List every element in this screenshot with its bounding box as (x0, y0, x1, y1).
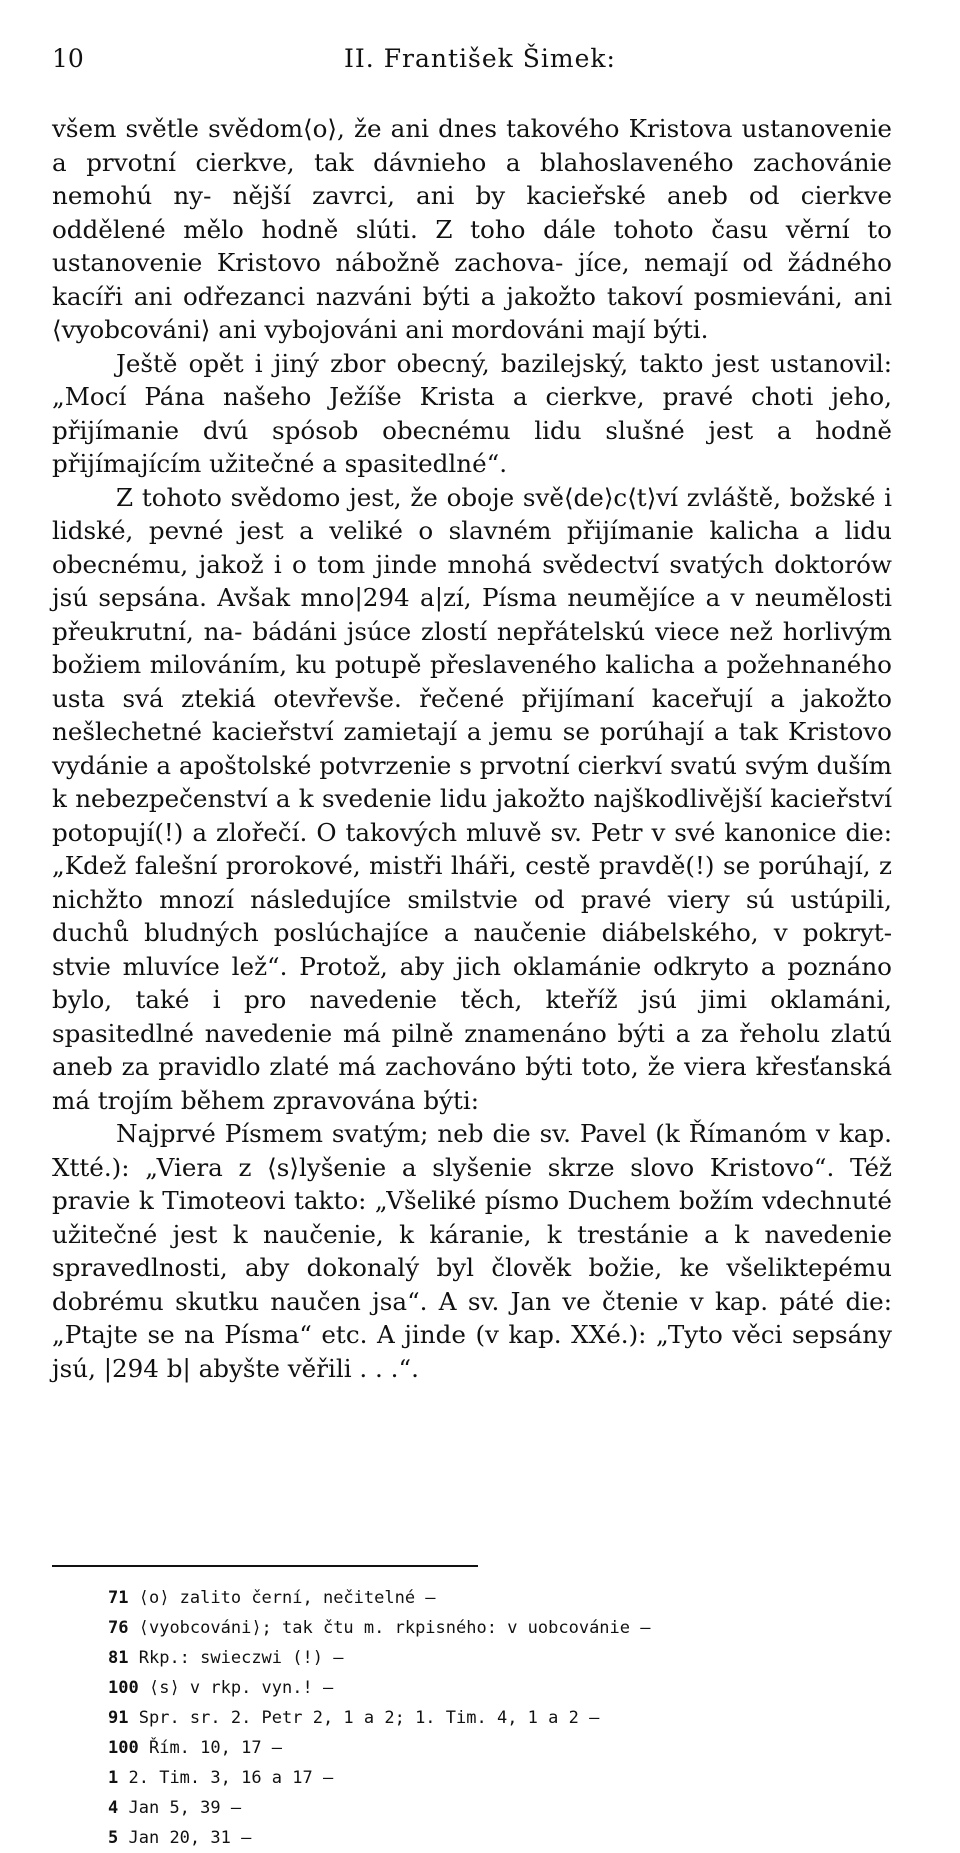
footnote-ref: 5 (108, 1828, 119, 1848)
page-header (0, 44, 960, 84)
footnote-ref: 100 (108, 1678, 139, 1698)
footnote-text: Jan 5, 39 — (128, 1798, 242, 1818)
paragraph-3: Z tohoto svědomo jest, že oboje svě⟨de⟩c⟨t⟩ví zvláště, božské i lidské, pevné jest a veliké o slavném přijímanie kalicha a lidu obecnému, jakož i o tom jinde mnohá svědectví svatých doktorów jsú sepsána. Avšak mno|294 a|zí, Písma neumějíce a v neumělosti přeukrutní, na- bádáni jsúce zlostí nepřátelskú viece než horlivým božiem milováním, ku potupě přeslaveného kalicha a požehnaného usta svá ztekiá otevřevše. řečené přijímaní kaceřují a jakožto nešlechetné kacieřství zamietají a jemu se porúhají a tak Kristovo vydánie a apoštolské potvrzenie s prvotní cierkví svatú svým duším k nebezpečenství a k svedenie lidu jakožto najškodlivější kacieřství potopují(!) a zlořečí. O takových mluvě sv. Petr v své kanonice die: „Kdež falešní prorokové, mistři lháři, cestě pravdě(!) se porúhají, z nichžto mnozí následujíce smilstvie od pravé viery sú ustúpili, duchů bludných poslúchajíce a naučenie diábelského, v pokryt- stvie mluvíce lež“. Protož, aby jich oklamánie odkryto a poznáno bylo, také i pro navedenie těch, kteříž jsú jimi oklamáni, spasitedlné navedenie má pilně znamenáno býti a za řeholu zlatú aneb za pravidlo zlaté má zachováno býti toto, že viera křesťanská má trojím během zpravována býti: (52, 482, 892, 1115)
footnote-text: 2. Tim. 3, 16 a 17 — (128, 1768, 334, 1788)
footnote-item (108, 1823, 908, 1853)
footnote-item (108, 1613, 908, 1643)
body-text (52, 112, 892, 1385)
footnote-text: Spr. sr. 2. Petr 2, 1 a 2; 1. Tim. 4, 1 a 2 — (138, 1708, 600, 1728)
paragraph-2: Ještě opět i jiný zbor obecný, bazilejský, takto jest ustanovil: „Mocí Pána našeho Ježíše Krista a cierkve, pravé choti jeho, přijímanie dvú spósob obecnému lidu slušné jest a hodně přijímajícím užitečné a spasitedlné“. (52, 348, 892, 478)
paragraph-1: všem světle svědom⟨o⟩, že ani dnes takového Kristova ustanovenie a prvotní cierkve, tak dávnieho a blahoslaveného zachovánie nemohú ny- nější zavrci, ani by kacieřské aneb od cierkve oddělené mělo hodně slúti. Z toho dále tohoto času věrní to ustanovenie Kristovo nábožně zachova- jíce, nemají od žádného kacíři ani odřezanci nazváni býti a jakožto takoví posmieváni, ani ⟨vyobcováni⟩ ani vybojováni ani mordováni mají býti. (52, 114, 892, 344)
footnote-text: Rkp.: swieczwi (!) — (138, 1648, 344, 1668)
footnote-ref: 81 (108, 1648, 129, 1668)
footnote-ref: 71 (108, 1588, 129, 1608)
footnote-item (108, 1733, 908, 1763)
running-title: II. František Šimek: (344, 44, 616, 73)
footnote-ref: 91 (108, 1708, 129, 1728)
footnote-item (108, 1763, 908, 1793)
footnote-divider (52, 1565, 478, 1567)
footnote-item (108, 1703, 908, 1733)
footnote-item (108, 1583, 908, 1613)
footnote-ref: 4 (108, 1798, 119, 1818)
footnotes (108, 1583, 908, 1853)
footnote-ref: 76 (108, 1618, 129, 1638)
footnote-ref: 1 (108, 1768, 119, 1788)
footnote-ref: 100 (108, 1738, 139, 1758)
footnote-text: Jan 20, 31 — (128, 1828, 252, 1848)
footnote-item (108, 1793, 908, 1823)
footnote-text: ⟨s⟩ v rkp. vyn.! — (148, 1678, 334, 1698)
paragraph-4: Najprvé Písmem svatým; neb die sv. Pavel (k Římanóm v kap. Xtté.): „Viera z ⟨s⟩lyšenie a slyšenie skrze slovo Kristovo“. Též pravie k Timoteovi takto: „Všeliké písmo Duchem božím vdechnuté užitečné jest k naučenie, k káranie, k trestánie a k navedenie spravedlnosti, aby dokonalý byl člověk božie, ke všeliktерému dobrému skutku naučen jsa“. A sv. Jan ve čtenie v kap. páté die: „Ptajte se na Písma“ etc. A jinde (v kap. XXé.): „Tyto věci sepsány jsú, |294 b| abyšte věřili . . .“. (52, 1119, 892, 1383)
footnote-text: Řím. 10, 17 — (148, 1738, 283, 1758)
footnote-text: ⟨vyobcováni⟩; tak čtu m. rkpisného: v uobcovánie — (138, 1618, 651, 1638)
footnote-text: ⟨o⟩ zalito černí, nečitelné — (138, 1588, 436, 1608)
page-number: 10 (52, 44, 84, 73)
footnote-item (108, 1643, 908, 1673)
footnote-item (108, 1673, 908, 1703)
